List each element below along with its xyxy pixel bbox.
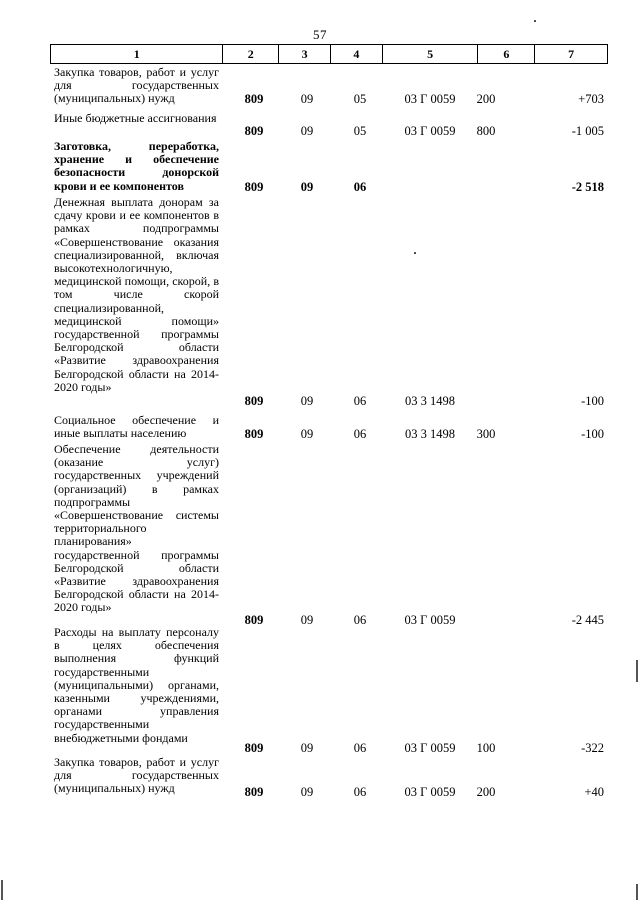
section-code: 09 bbox=[300, 741, 314, 755]
amount: -1 005 bbox=[571, 124, 604, 138]
admin-code: 809 bbox=[244, 92, 264, 106]
expense-type-code: 800 bbox=[476, 124, 496, 138]
target-article-code: 03 3 1498 bbox=[405, 427, 455, 441]
subsection-code: 05 bbox=[353, 92, 367, 106]
row-description: Закупка товаров, работ и услуг для государственных (муниципальных) нужд bbox=[54, 755, 219, 796]
amount: -2 445 bbox=[571, 613, 604, 627]
header-col-7: 7 bbox=[568, 47, 575, 61]
header-col-5: 5 bbox=[383, 45, 479, 63]
section-code: 09 bbox=[300, 427, 314, 441]
subsection-code: 06 bbox=[353, 427, 367, 441]
header-col-3: 3 bbox=[279, 45, 331, 63]
row-description: Иные бюджетные ассигнования bbox=[54, 111, 217, 125]
section-code: 09 bbox=[300, 92, 314, 106]
target-article-code: 03 Г 0059 bbox=[404, 741, 456, 755]
admin-code: 809 bbox=[244, 394, 264, 408]
expense-type-code: 200 bbox=[476, 92, 496, 106]
admin-code: 809 bbox=[244, 180, 264, 194]
row-description: Обеспечение деятельности (оказание услуг) государственных учреждений (организаций) в рамках подпрограммы «Совершенствование системы территориального планирования» государственной программы Белгородской области «Развитие здравоохранения Белгородской области на 2014-2020 годы» bbox=[54, 442, 219, 615]
admin-code: 809 bbox=[244, 785, 264, 799]
scan-speck bbox=[534, 20, 536, 22]
row-values bbox=[0, 785, 640, 799]
row-values bbox=[0, 741, 640, 755]
table-header-row bbox=[50, 44, 608, 64]
subsection-code: 06 bbox=[353, 394, 367, 408]
row-description: Социальное обеспечение и иные выплаты населению bbox=[54, 413, 219, 441]
scan-edge-mark bbox=[1, 880, 3, 900]
target-article-code: 03 Г 0059 bbox=[404, 613, 456, 627]
row-description: Расходы на выплату персоналу в целях обеспечения выполнения функций государственными (муниципальными) органами, казенными учреждениями, органами управления государственными внебюджетными фондами bbox=[54, 625, 219, 745]
admin-code: 809 bbox=[244, 124, 264, 138]
page-number: 57 bbox=[313, 27, 327, 42]
row-values bbox=[0, 427, 640, 441]
admin-code: 809 bbox=[244, 741, 264, 755]
target-article-code: 03 Г 0059 bbox=[404, 785, 456, 799]
header-col-2: 2 bbox=[223, 45, 279, 63]
row-description: Закупка товаров, работ и услуг для государственных (муниципальных) нужд bbox=[54, 65, 219, 106]
subsection-code: 05 bbox=[353, 124, 367, 138]
amount: -100 bbox=[581, 394, 604, 408]
scan-speck bbox=[414, 252, 416, 254]
expense-type-code: 100 bbox=[476, 741, 496, 755]
target-article-code: 03 Г 0059 bbox=[404, 124, 456, 138]
target-article-code: 03 Г 0059 bbox=[404, 92, 456, 106]
expense-type-code: 300 bbox=[476, 427, 496, 441]
row-values bbox=[0, 124, 640, 138]
header-col-4: 4 bbox=[331, 45, 383, 63]
target-article-code: 03 3 1498 bbox=[405, 394, 455, 408]
subsection-code: 06 bbox=[353, 741, 367, 755]
section-code: 09 bbox=[300, 785, 314, 799]
scan-edge-mark bbox=[636, 884, 638, 900]
amount: -2 518 bbox=[571, 180, 604, 194]
scan-edge-mark bbox=[636, 660, 638, 682]
row-description: Денежная выплата донорам за сдачу крови и ее компонентов в рамках подпрограммы «Совершенствование оказания специализированной, включая высокотехнологичную, медицинской помощи, скорой, в том числе скорой специализированной, медицинской помощи» государственной программы Белгородской области «Развитие здравоохранения Белгородской области на 2014-2020 годы» bbox=[54, 195, 219, 394]
amount: +703 bbox=[578, 92, 604, 106]
amount: -322 bbox=[581, 741, 604, 755]
section-code: 09 bbox=[300, 613, 314, 627]
row-values bbox=[0, 92, 640, 106]
admin-code: 809 bbox=[244, 427, 264, 441]
row-description: Заготовка, переработка, хранение и обеспечение безопасности донорской крови и ее компонентов bbox=[54, 139, 219, 193]
amount: -100 bbox=[581, 427, 604, 441]
admin-code: 809 bbox=[244, 613, 264, 627]
header-col-6: 6 bbox=[478, 45, 535, 63]
expense-type-code: 200 bbox=[476, 785, 496, 799]
header-col-1: 1 bbox=[51, 45, 223, 63]
subsection-code: 06 bbox=[353, 785, 367, 799]
amount: +40 bbox=[584, 785, 604, 799]
row-values bbox=[0, 394, 640, 408]
section-code: 09 bbox=[300, 180, 314, 194]
subsection-code: 06 bbox=[353, 180, 367, 194]
section-code: 09 bbox=[300, 394, 314, 408]
subsection-code: 06 bbox=[353, 613, 367, 627]
section-code: 09 bbox=[300, 124, 314, 138]
row-values bbox=[0, 180, 640, 194]
